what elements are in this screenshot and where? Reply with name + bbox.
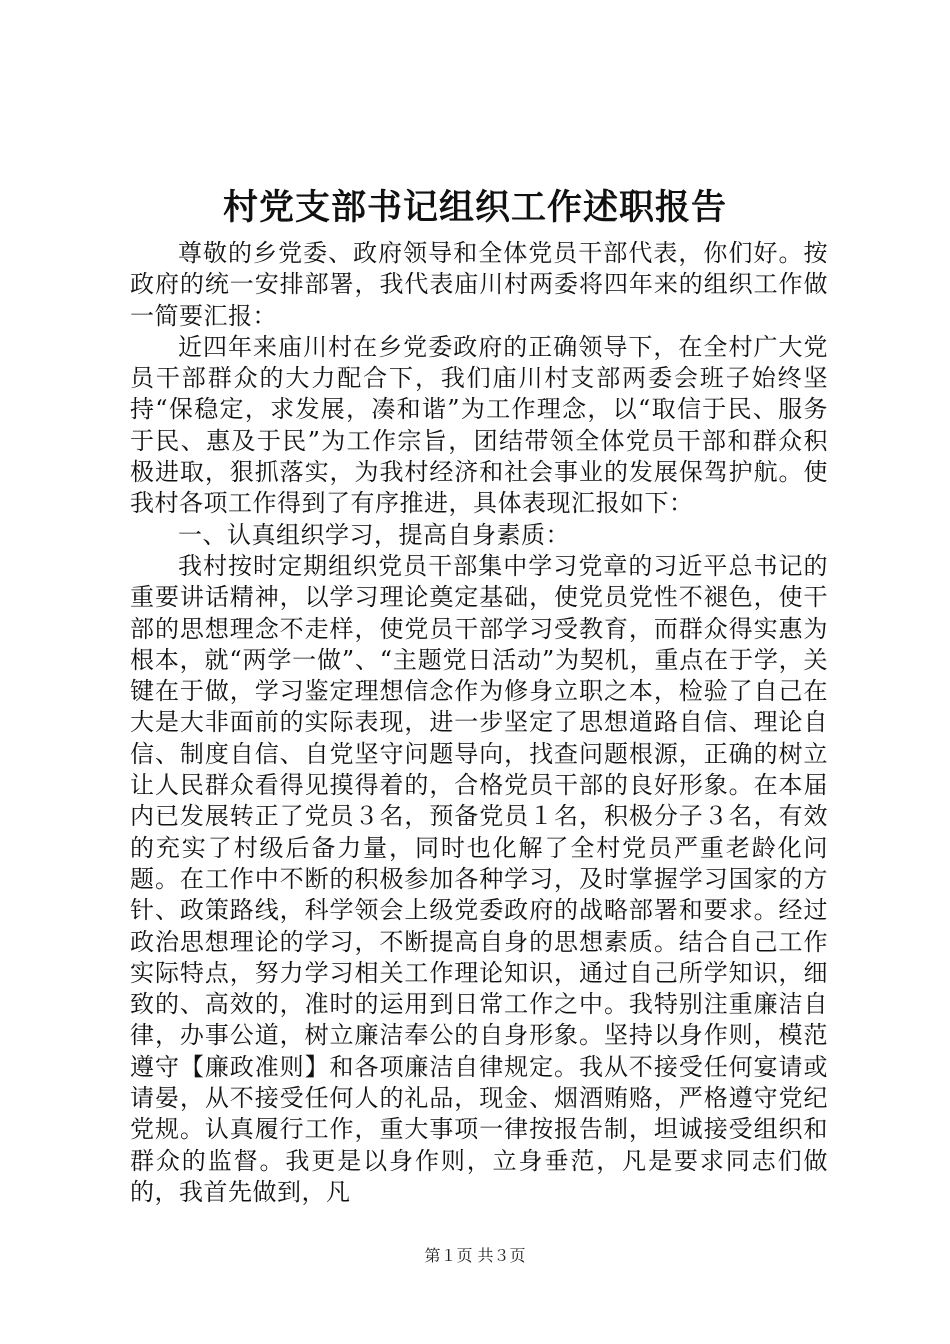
section-heading-study: 一、认真组织学习，提高自身素质： — [178, 520, 570, 549]
document-title: 村党支部书记组织工作述职报告 — [222, 187, 727, 228]
paragraph-study: 我村按时定期组织党员干部集中学习党章的习近平总书记的重要讲话精神，以学习理论奠定基础，使党员党性不褪色，使干部的思想理念不走样，使党员干部学习受教育，而群众得实惠为根本，就“两学一做”、“主题党日活动”为契机，重点在于学，关键在于做，学习鉴定理想信念作为修身立职之本，检验了自己在大是大非面前的实际表现，进一步坚定了思想道路自信、理论自信、制度自信、自党坚守问题导向，找查问题根源，正确的树立让人民群众看得见摸得着的，合格党员干部的良好形象。在本届内已发展转正了党员３名，预备党员１名，积极分子３名，有效的充实了村级后备力量，同时也化解了全村党员严重老龄化问题。在工作中不断的积极参加各种学习，及时掌握学习国家的方针、政策路线，科学领会上级党委政府的战略部署和要求。经过政治思想理论的学习，不断提高自身的思想素质。结合自己工作实际特点，努力学习相关工作理论知识，通过自己所学知识，细致的、高效的，准时的运用到日常工作之中。我特别注重廉洁自律，办事公道，树立廉洁奉公的自身形象。坚持以身作则，模范遵守【廉政准则】和各项廉洁自律规定。我从不接受任何宴请或请晏，从不接受任何人的礼品，现金、烟酒贿赂，严格遵守党纪党规。认真履行工作，重大事项一律按报告制，坦诚接受组织和群众的监督。我更是以身作则，立身垂范，凡是要求同志们做的，我首先做到，凡 — [130, 551, 828, 1206]
paragraph-greeting: 尊敬的乡党委、政府领导和全体党员干部代表，你们好。按政府的统一安排部署，我代表庙川村两委将四年来的组织工作做一简要汇报： — [130, 239, 828, 330]
page-number-footer: 第１页 共３页 — [424, 1246, 526, 1265]
document-body — [130, 238, 828, 1208]
paragraph-overview: 近四年来庙川村在乡党委政府的正确领导下，在全村广大党员干部群众的大力配合下，我们庙川村支部两委会班子始终坚持“保稳定，求发展，凑和谐”为工作理念，以“取信于民、服务于民、惠及于民”为工作宗旨，团结带领全体党员干部和群众积极进取，狠抓落实，为我村经济和社会事业的发展保驾护航。使我村各项工作得到了有序推进，具体表现汇报如下： — [130, 332, 828, 518]
